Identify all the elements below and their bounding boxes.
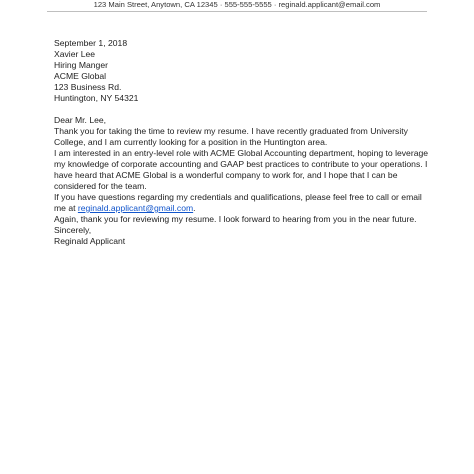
sender-address: 123 Main Street, Anytown, CA 12345 <box>93 0 218 9</box>
letter-date: September 1, 2018 <box>54 38 128 48</box>
closing: Sincerely, <box>54 225 92 235</box>
recipient-company: ACME Global <box>54 71 107 81</box>
letterhead-separator: · <box>217 0 225 9</box>
recipient-block <box>54 49 434 104</box>
email-link[interactable]: reginald.applicant@gmail.com <box>77 203 194 213</box>
letterhead-divider <box>47 11 427 12</box>
paragraph-intro: Thank you for taking the time to review my resume. I have recently graduated from University College, and I am currently looking for a position in the Huntington area. <box>54 126 408 147</box>
paragraph-thanks: Again, thank you for reviewing my resume. I look forward to hearing from you in the near future. <box>54 214 417 224</box>
recipient-name: Xavier Lee <box>54 49 96 59</box>
recipient-title: Hiring Manger <box>54 60 108 70</box>
paragraph-interest: I am interested in an entry-level role with ACME Global Accounting department, hoping to leverage my knowledge of corporate accounting and GAAP best practices to contribute to your operations. I have heard that ACME Global is a wonderful company to work for, and I hope that I can be considered for the team. <box>54 148 429 191</box>
paragraph-contact-text: If you have questions regarding my credentials and qualifications, please feel free to call or email me at <box>54 192 422 213</box>
letterhead-separator: · <box>271 0 279 9</box>
salutation: Dear Mr. Lee, <box>54 115 107 125</box>
letter-body <box>54 38 434 247</box>
recipient-city: Huntington, NY 54321 <box>54 93 139 103</box>
recipient-street: 123 Business Rd. <box>54 82 122 92</box>
paragraph-contact <box>54 192 434 214</box>
signature-name: Reginald Applicant <box>54 236 126 246</box>
letterhead <box>0 0 474 10</box>
paragraph-contact-end: . <box>193 203 196 213</box>
sender-phone: 555-555-5555 <box>224 0 272 9</box>
sender-email: reginald.applicant@email.com <box>278 0 381 9</box>
